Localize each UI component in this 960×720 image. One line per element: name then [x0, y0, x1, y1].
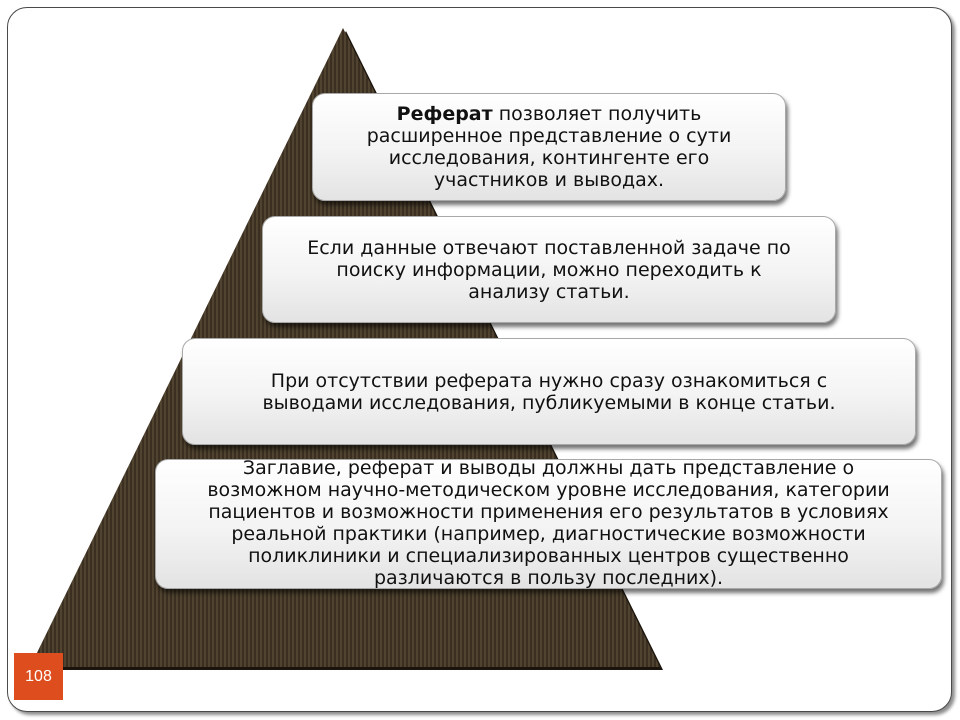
- pyramid-level-4-text: [207, 457, 889, 589]
- level-4-line: различаются в пользу последних).: [373, 567, 724, 589]
- level-1-line: расширенное представление о сути: [366, 125, 732, 147]
- level-3-line: При отсутствии реферата нужно сразу ознакомиться с: [270, 369, 828, 392]
- pyramid-level-3-box: [182, 338, 916, 445]
- pyramid-level-2-text: [307, 237, 791, 303]
- page-number-badge: 108: [14, 653, 63, 700]
- level-2-line: Если данные отвечают поставленной задаче по: [307, 236, 791, 259]
- level-4-line: Заглавие, реферат и выводы должны дать представление о: [242, 457, 855, 479]
- level-1-bold-term: Реферат: [396, 103, 493, 125]
- level-2-line: анализу статьи.: [468, 280, 630, 303]
- pyramid-level-1-text: [367, 103, 732, 191]
- pyramid-level-4-box: [155, 459, 942, 589]
- pyramid-level-3-text: [262, 370, 835, 414]
- pyramid-level-1-box: [312, 93, 786, 201]
- level-1-line: участников и выводах.: [433, 169, 665, 191]
- level-4-line: реальной практики (например, диагностические возможности: [231, 523, 866, 545]
- level-4-line: поликлиники и специализированных центров существенно: [248, 545, 849, 567]
- level-4-line: возможном научно-методическом уровне исследования, категории: [207, 479, 890, 501]
- level-4-line: пациентов и возможности применения его результатов в условиях: [208, 501, 889, 523]
- pyramid-level-2-box: [262, 216, 836, 323]
- level-2-line: поиску информации, можно переходить к: [336, 258, 762, 281]
- level-3-line: выводами исследования, публикуемыми в конце статьи.: [262, 391, 836, 414]
- level-1-line: позволяет получить: [498, 103, 702, 125]
- level-1-line: исследования, контингенте его: [388, 147, 710, 169]
